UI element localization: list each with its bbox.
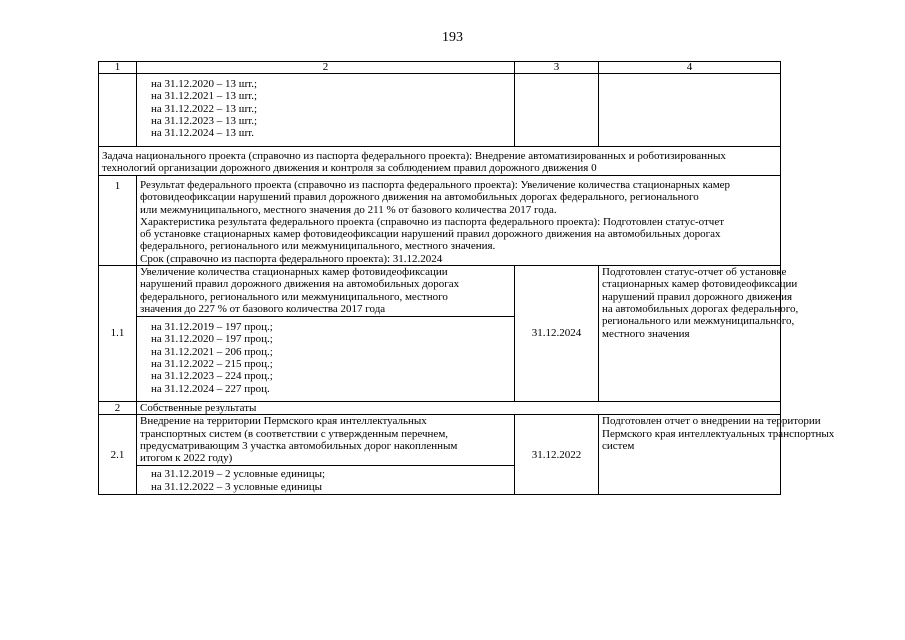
row-2-1-date: 31.12.2022 xyxy=(515,415,599,495)
row-2-label: Собственные результаты xyxy=(137,402,781,415)
row-2-1-result: Подготовлен отчет о внедрении на территории Пермского края интеллектуальных транспортных систем xyxy=(599,415,781,495)
row-1-1-date: 31.12.2024 xyxy=(515,266,599,402)
row-2-1-values-text: на 31.12.2019 – 2 условные единицы; на 31.12.2022 – 3 условные единицы xyxy=(137,466,515,495)
continuation-row xyxy=(99,74,781,147)
continuation-values: на 31.12.2020 – 13 шт.; на 31.12.2021 – 13 шт.; на 31.12.2022 – 13 шт.; на 31.12.2023 – 13 шт.; на 31.12.2024 – 13 шт. xyxy=(137,74,515,147)
col-header-2: 2 xyxy=(137,62,515,74)
row-1-1-result: Подготовлен статус-отчет об установке стационарных камер фотовидеофиксации нарушений правил дорожного движения на автомобильных дорогах федерального, регионального или межмуниципального, местного значения xyxy=(599,266,781,402)
row-1-number: 1 xyxy=(99,176,137,266)
row-1-text: Результат федерального проекта (справочно из паспорта федерального проекта): Увеличение количества стационарных камер фотовидеофиксации нарушений правил дорожного движения на автомобильных дорогах федерального, регионального или межмуниципального, местного значения до 211 % от базового количества 2017 года. Характеристика результата федерального проекта (справочно из паспорта федерального проекта): Подготовлен статус-отчет об установке стационарных камер фотовидеофиксации нарушений правил дорожного движения на автомобильных дорогах федерального, регионального или межмуниципального, местного значения. Срок (справочно из паспорта федерального проекта): 31.12.2024 xyxy=(137,176,781,266)
col-header-3: 3 xyxy=(515,62,599,74)
table-header-row xyxy=(99,62,781,74)
task-row xyxy=(99,147,781,176)
results-table xyxy=(98,61,835,495)
row-2-1-number: 2.1 xyxy=(99,415,137,495)
row-1 xyxy=(99,176,781,266)
row-1-1-title-text: Увеличение количества стационарных камер фотовидеофиксации нарушений правил дорожного движения на автомобильных дорогах федерального, регионального или межмуниципального, местного значения до 227 % от базового количества 2017 года xyxy=(137,266,515,317)
row-2-1-title xyxy=(99,415,781,466)
row-1-1-number: 1.1 xyxy=(99,266,137,402)
row-1-1-title xyxy=(99,266,781,317)
row-2-1-title-text: Внедрение на территории Пермского края интеллектуальных транспортных систем (в соответствии с утвержденным перечнем, предусматривающим 3 участка автомобильных дорог накопленным итогом к 2022 году) xyxy=(137,415,515,466)
page-number: 193 xyxy=(442,30,463,45)
row-1-1-values-text: на 31.12.2019 – 197 проц.; на 31.12.2020 – 197 проц.; на 31.12.2021 – 206 проц.; на 31.12.2022 – 215 проц.; на 31.12.2023 – 224 проц.; на 31.12.2024 – 227 проц. xyxy=(137,317,515,402)
row-2 xyxy=(99,402,781,415)
row-2-number: 2 xyxy=(99,402,137,415)
col-header-4: 4 xyxy=(599,62,781,74)
col-header-1: 1 xyxy=(99,62,137,74)
task-text: Задача национального проекта (справочно из паспорта федерального проекта): Внедрение автоматизированных и роботизированных технологий организации дорожного движения и контроля за соблюдением правил дорожного движения 0 xyxy=(99,147,781,176)
